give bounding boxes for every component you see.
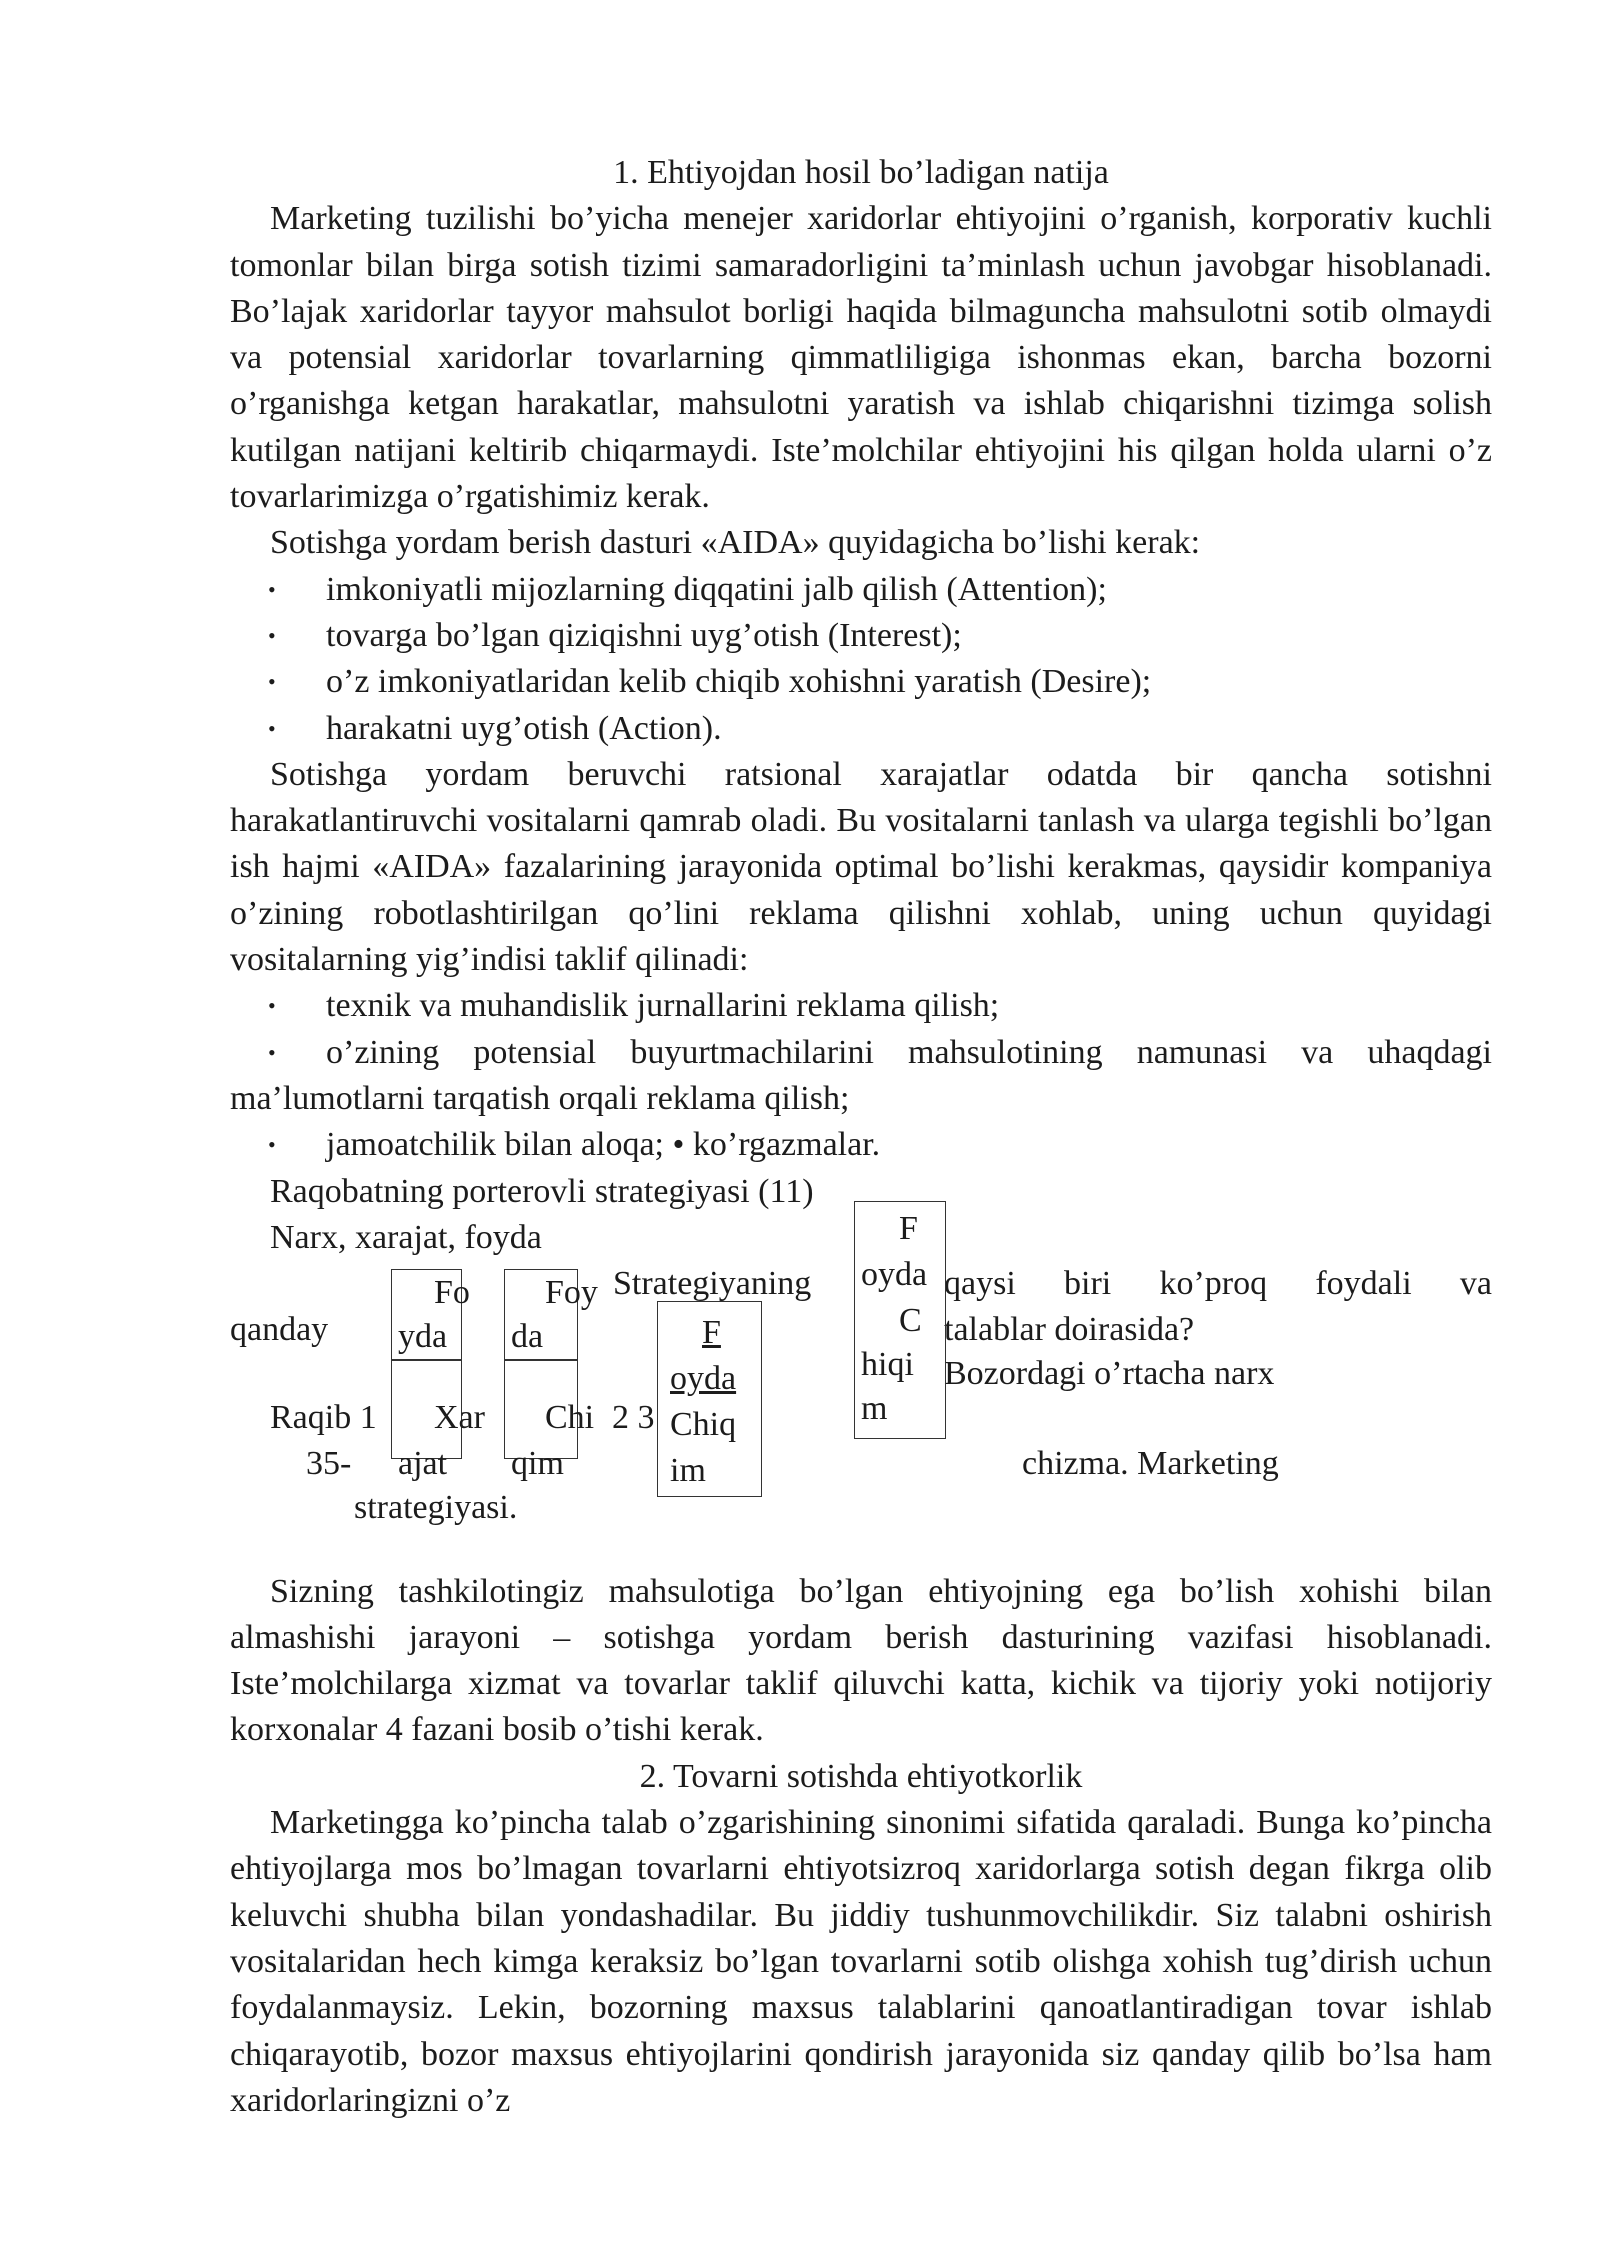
figure-qanday: qanday xyxy=(230,1310,329,1348)
figure-num-23: 2 3 xyxy=(612,1398,655,1436)
section-heading-2: 2. Tovarni sotishda ehtiyotkorlik xyxy=(639,1757,1083,1795)
bullet-icon: • xyxy=(268,669,276,695)
paragraph-3: Sizning tashkilotingiz mahsulotiga bo’lgan ehtiyojning ega bo’lish xohishi bilan almashishi jarayoni – sotishga yordam berish dasturining vazifasi hisoblanadi. Iste’molchilarga xizmat va tovarlar taklif qiluvchi katta, kichik va tijoriy yoki notijoriy korxonalar 4 fazani bosib o’tishi kerak. xyxy=(230,1572,1492,1749)
porter-strategy-figure xyxy=(230,1169,1492,1569)
box-foyda-1: Fo yda xyxy=(391,1269,462,1360)
tools-item-3: • jamoatchilik bilan aloqa; • ko’rgazmalar. xyxy=(230,1122,1492,1168)
bullet-icon: • xyxy=(268,576,276,602)
figure-title: Raqobatning porterovli strategiyasi (11) xyxy=(270,1172,814,1210)
document-page xyxy=(230,150,1492,2124)
figure-qaysi-line: qaysi biri ko’proq foydali va xyxy=(944,1264,1492,1302)
figure-bozordagi: Bozordagi o’rtacha narx xyxy=(944,1354,1275,1392)
paragraph-4: Marketingga ko’pincha talab o’zgarishining sinonimi sifatida qaraladi. Bunga ko’pincha ehtiyojlarga mos bo’lmagan tovarlarni ehtiyotsizroq xaridorlarga sotish degan fikrga olib keluvchi shubha bilan yondashadilar. Bu jiddiy tushunmovchilikdir. Siz talabni oshirish vositalaridan hech kimga keraksiz bo’lgan tovarlarni sotib olishga xohish tug’dirish uchun foydalanmaysiz. Lekin, bozorning maxsus talablarini qanoatlantiradigan tovar ishlab chiqarayotib, bozor maxsus ehtiyojlarini qondirish jarayonida siz qanday qilib bo’lsa ham xaridorlaringizni o’z xyxy=(230,1804,1492,2119)
aida-item-action: • harakatni uyg’otish (Action). xyxy=(230,706,1492,752)
figure-strategiyaning: Strategiyaning xyxy=(613,1264,812,1302)
paragraph-1: Marketing tuzilishi bo’yicha menejer xaridorlar ehtiyojini o’rganish, korporativ kuchli tomonlar bilan birga sotish tizimi samaradorligini ta’minlash uchun javobgar hisoblanadi. Bo’lajak xaridorlar tayyor mahsulot borligi haqida bilmaguncha mahsulotni sotib olmaydi va potensial xaridorlar tovarlarning qimmatliligiga ishonmas ekan, barcha bozorni o’rganishga ketgan harakatlar, mahsulotni yaratish va ishlab chiqarishni tizimga solish kutilgan natijani keltirib chiqarmaydi. Iste’molchilar ehtiyojini his qilgan holda ularni o’z tovarlarimizga o’rgatishimiz kerak. xyxy=(230,200,1492,516)
tools-item-2: • o’zining potensial buyurtmachilarini mahsulotining namunasi va uhaqdagi ma’lumotlarni tarqatish orqali reklama qilish; xyxy=(230,1030,1492,1123)
aida-item-attention: • imkoniyatli mijozlarning diqqatini jalb qilish (Attention); xyxy=(230,567,1492,613)
box-foyda-chiqim-3: F oyda Chiq im xyxy=(657,1301,762,1497)
bullet-icon: • xyxy=(268,1132,276,1158)
aida-intro: Sotishga yordam berish dasturi «AIDA» quyidagicha bo’lishi kerak: xyxy=(270,524,1201,562)
figure-chizma: chizma. Marketing xyxy=(1022,1444,1279,1482)
aida-item-desire: • o’z imkoniyatlaridan kelib chiqib xohishni yaratish (Desire); xyxy=(230,659,1492,705)
aida-item-interest: • tovarga bo’lgan qiziqishni uyg’otish (Interest); xyxy=(230,613,1492,659)
paragraph-2: Sotishga yordam beruvchi ratsional xarajatlar odatda bir qancha sotishni harakatlantiruvchi vositalarni qamrab oladi. Bu vositalarni tanlash va ularga tegishli bo’lgan ish hajmi «AIDA» fazalarining jarayonida optimal bo’lishi kerakmas, qaysidir kompaniya o’zining robotlashtirilgan qo’lini reklama qilishni xohlab, uning uchun quyidagi vositalarning yig’indisi taklif qilinadi: xyxy=(230,755,1492,979)
box-foyda-chiqim-4: F oyda C hiqi m xyxy=(854,1201,946,1439)
bullet-icon: • xyxy=(268,715,276,741)
section-heading-1: 1. Ehtiyojdan hosil bo’ladigan natija xyxy=(613,154,1109,191)
bullet-icon: • xyxy=(268,1039,276,1065)
figure-num-35: 35- xyxy=(306,1444,352,1482)
tools-item-1: • texnik va muhandislik jurnallarini reklama qilish; xyxy=(230,983,1492,1029)
figure-line-2: Narx, xarajat, foyda xyxy=(270,1218,542,1256)
box-foyda-2: Foy da xyxy=(504,1269,578,1360)
bullet-icon: • xyxy=(268,993,276,1019)
figure-strategiyasi: strategiyasi. xyxy=(354,1488,518,1526)
bullet-icon: • xyxy=(268,622,276,648)
figure-talablar: talablar doirasida? xyxy=(944,1310,1195,1348)
box-chiqim: Chi qim xyxy=(504,1360,578,1459)
box-xarajat: Xar ajat xyxy=(391,1360,462,1459)
figure-raqib: Raqib 1 xyxy=(270,1398,377,1436)
